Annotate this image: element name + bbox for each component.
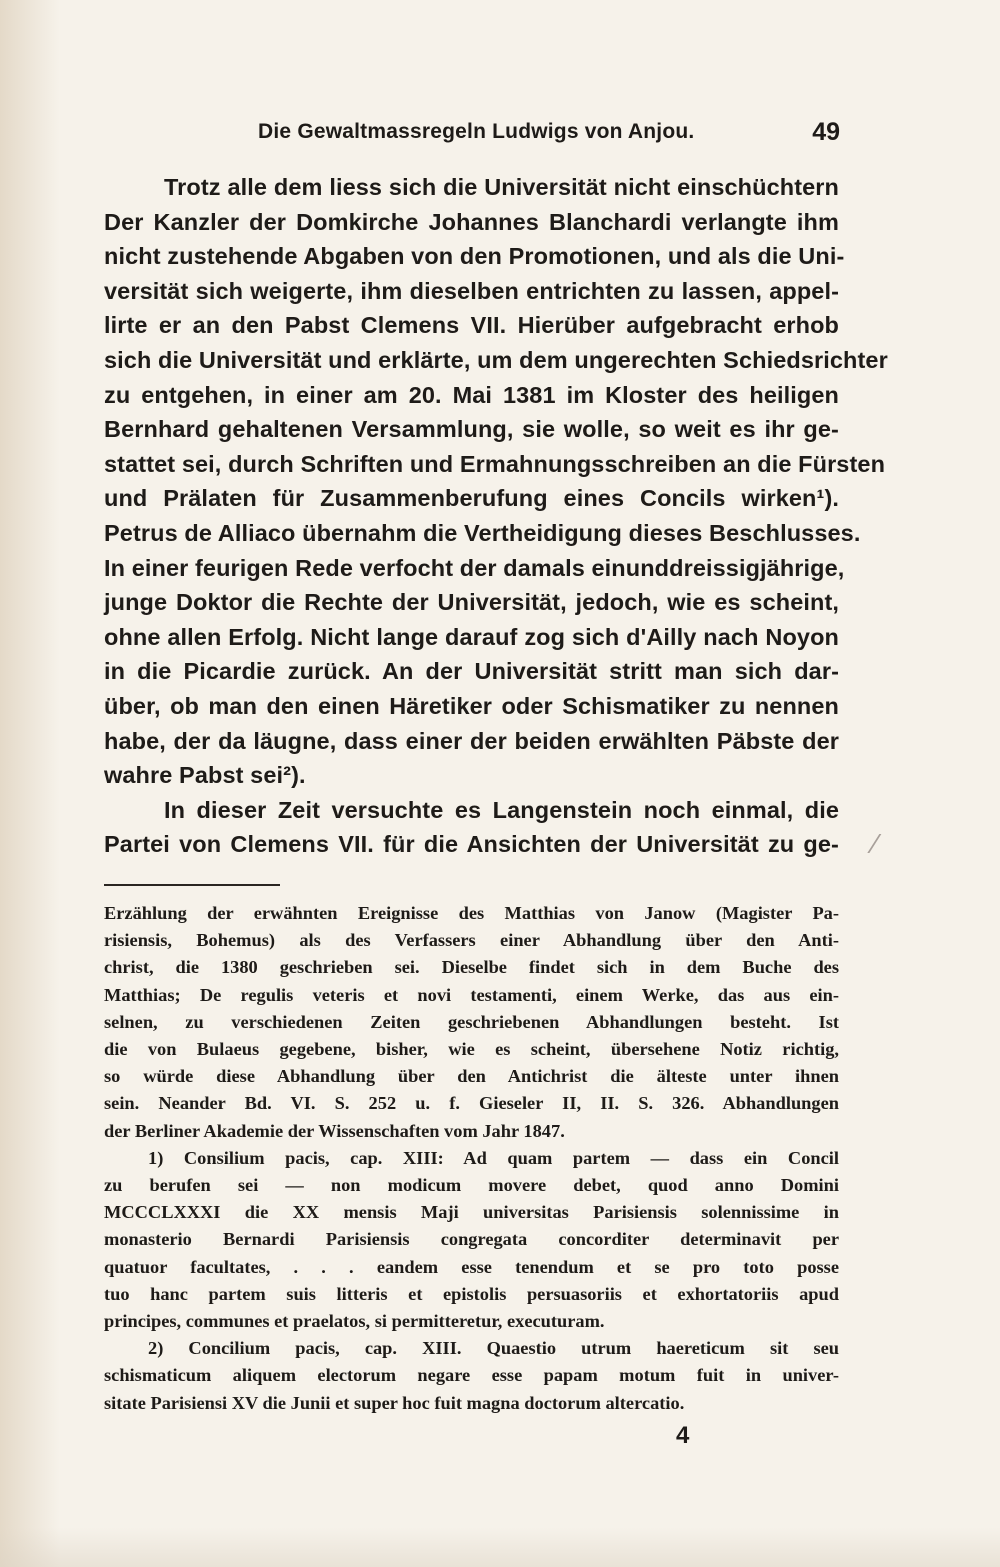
text-line: ohne allen Erfolg. Nicht lange darauf zog sich d'Ailly nach Noyon bbox=[104, 623, 839, 650]
footnote-1-line: principes, communes et praelatos, si permitteretur, executuram. bbox=[104, 1311, 605, 1332]
text-line: Bernhard gehaltenen Versammlung, sie wolle, so weit es ihr ge- bbox=[104, 416, 839, 443]
footnote-1-line: MCCCLXXXI die XX mensis Maji universitas Parisiensis solennissime in bbox=[104, 1202, 839, 1223]
footnote-1-line: 1) Consilium pacis, cap. XIII: Ad quam partem — dass ein Concil bbox=[148, 1147, 839, 1168]
footnote-2-line: sitate Parisiensi XV die Junii et super hoc fuit magna doctorum altercatio. bbox=[104, 1392, 685, 1413]
text-line: Trotz alle dem liess sich die Universität nicht einschüchtern bbox=[164, 174, 839, 200]
margin-pencil-mark: ⁄ bbox=[873, 828, 878, 859]
footnote-2-line: 2) Concilium pacis, cap. XIII. Quaestio utrum haereticum sit seu bbox=[148, 1338, 839, 1359]
footnote-1-line: tuo hanc partem suis litteris et epistolis persuasoriis et exhortatoriis apud bbox=[104, 1283, 839, 1304]
footnote-line: Matthias; De regulis veteris et novi testamenti, einem Werke, das aus ein- bbox=[104, 984, 839, 1005]
text-line: stattet sei, durch Schriften und Ermahnungsschreiben an die Fürsten bbox=[104, 450, 886, 477]
text-line: junge Doktor die Rechte der Universität, jedoch, wie es scheint, bbox=[104, 589, 839, 616]
text-line: versität sich weigerte, ihm dieselben entrichten zu lassen, appel- bbox=[104, 277, 839, 304]
text-line: sich die Universität und erklärte, um dem ungerechten Schiedsrichter bbox=[104, 346, 888, 373]
footnote-line: der Berliner Akademie der Wissenschaften vom Jahr 1847. bbox=[104, 1120, 565, 1141]
footnote-1-line: zu berufen sei — non modicum movere debet, quod anno Domini bbox=[104, 1175, 839, 1196]
signature-mark: 4 bbox=[676, 1422, 690, 1449]
footnote-1-line: monasterio Bernardi Parisiensis congregata concorditer determinavit per bbox=[104, 1229, 839, 1250]
text-line: In einer feurigen Rede verfocht der damals einunddreissigjährige, bbox=[104, 554, 845, 581]
text-line: Der Kanzler der Domkirche Johannes Blanchardi verlangte ihm bbox=[104, 208, 839, 235]
page-edge-shadow bbox=[0, 0, 60, 1567]
footnote-line: christ, die 1380 geschrieben sei. Dieselbe findet sich in dem Buche des bbox=[104, 957, 839, 978]
page-header bbox=[258, 118, 840, 152]
text-line: wahre Pabst sei²). bbox=[104, 762, 306, 789]
page-bottom-shadow bbox=[0, 1527, 1000, 1567]
footnote-line: die von Bulaeus gegebene, bisher, wie es scheint, übersehene Notiz richtig, bbox=[104, 1039, 839, 1060]
page-number: 49 bbox=[812, 118, 840, 146]
text-line: lirte er an den Pabst Clemens VII. Hierüber aufgebracht erhob bbox=[104, 312, 839, 339]
text-line: Partei von Clemens VII. für die Ansichten der Universität zu ge- bbox=[104, 831, 839, 858]
footnote-line: risiensis, Bohemus) als des Verfassers einer Abhandlung über den Anti- bbox=[104, 930, 839, 951]
footnote-line: so würde diese Abhandlung über den Antichrist die älteste unter ihnen bbox=[104, 1066, 839, 1087]
footnote-line: selnen, zu verschiedenen Zeiten geschriebenen Abhandlungen besteht. Ist bbox=[104, 1011, 839, 1032]
running-title: Die Gewaltmassregeln Ludwigs von Anjou. bbox=[258, 120, 695, 143]
text-line: in die Picardie zurück. An der Universität stritt man sich dar- bbox=[104, 658, 839, 685]
footnote-2-line: schismaticum aliquem electorum negare esse papam motum fuit in univer- bbox=[104, 1365, 839, 1386]
text-line: habe, der da läugne, dass einer der beiden erwählten Päbste der bbox=[104, 727, 839, 754]
footnote-rule bbox=[104, 884, 280, 886]
main-text bbox=[104, 170, 888, 862]
footnote-line: sein. Neander Bd. VI. S. 252 u. f. Gieseler II, II. S. 326. Abhandlungen bbox=[104, 1093, 839, 1114]
text-line: Petrus de Alliaco übernahm die Vertheidigung dieses Beschlusses. bbox=[104, 519, 861, 546]
text-line: zu entgehen, in einer am 20. Mai 1381 im Kloster des heiligen bbox=[104, 381, 839, 408]
text-line: In dieser Zeit versuchte es Langenstein noch einmal, die bbox=[164, 796, 839, 823]
footnotes bbox=[104, 900, 839, 1417]
text-line: und Prälaten für Zusammenberufung eines Concils wirken¹). bbox=[104, 485, 839, 512]
text-line: über, ob man den einen Häretiker oder Schismatiker zu nennen bbox=[104, 692, 839, 719]
text-line: nicht zustehende Abgaben von den Promotionen, und als die Uni- bbox=[104, 243, 845, 270]
footnote-line: Erzählung der erwähnten Ereignisse des Matthias von Janow (Magister Pa- bbox=[104, 903, 839, 923]
footnote-1-line: quatuor facultates, . . . eandem esse tenendum et se pro toto posse bbox=[104, 1256, 839, 1277]
